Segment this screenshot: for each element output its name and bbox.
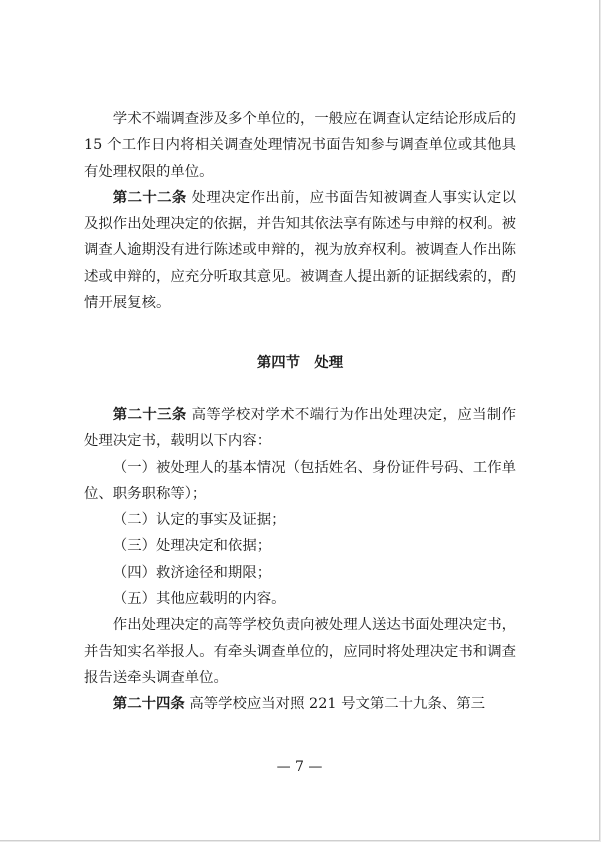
article-23-text: 高等学校对学术不端行为作出处理决定，应当制作处理决定书，载明以下内容： (84, 407, 516, 450)
section-number: 第四节 (256, 355, 300, 371)
paragraph-multi-unit-notice: 学术不端调查涉及多个单位的，一般应在调查认定结论形成后的 15 个工作日内将相关调查处理情况书面告知参与调查单位或其他具有处理权限的单位。 (84, 111, 516, 180)
paragraph-article-24 (84, 691, 516, 717)
section-heading (84, 350, 516, 376)
list-item-2: （二）认定的事实及证据； (112, 512, 286, 529)
paragraph-article-23 (84, 402, 516, 455)
paragraph-delivery: 作出处理决定的高等学校负责向被处理人送达书面处理决定书，并告知实名举报人。有牵头调查单位的，应同时将处理决定书和调查报告送牵头调查单位。 (84, 617, 516, 686)
article-22-label: 第二十二条 (112, 188, 187, 206)
list-item-3: （三）处理决定和依据； (112, 538, 272, 555)
section-2-text (84, 402, 516, 718)
article-24-text: 高等学校应当对照 221 号文第二十九条、第三 (184, 696, 485, 713)
list-item-5: （五）其他应载明的内容。 (112, 591, 286, 608)
section-title: 处理 (314, 355, 344, 371)
list-item-4: （四）救济途径和期限； (112, 564, 272, 581)
list-item-1: （一）被处理人的基本情况（包括姓名、身份证件号码、工作单位、职务职称等）； (84, 459, 516, 502)
article-24-label: 第二十四条 (112, 695, 185, 713)
article-22-text: 处理决定作出前，应书面告知被调查人事实认定以及拟作出处理决定的依据，并告知其依法享有陈述与申辩的权利。被调查人逾期没有进行陈述或申辩的，视为放弃权利。被调查人作出陈述或申辩的，应充分听取其意见。被调查人提出新的证据线索的，酌情开展复核。 (84, 189, 516, 312)
section-1-text (84, 106, 516, 316)
paragraph-article-22 (84, 185, 516, 316)
page-number: — 7 — (276, 759, 323, 775)
article-23-label: 第二十三条 (112, 406, 187, 423)
